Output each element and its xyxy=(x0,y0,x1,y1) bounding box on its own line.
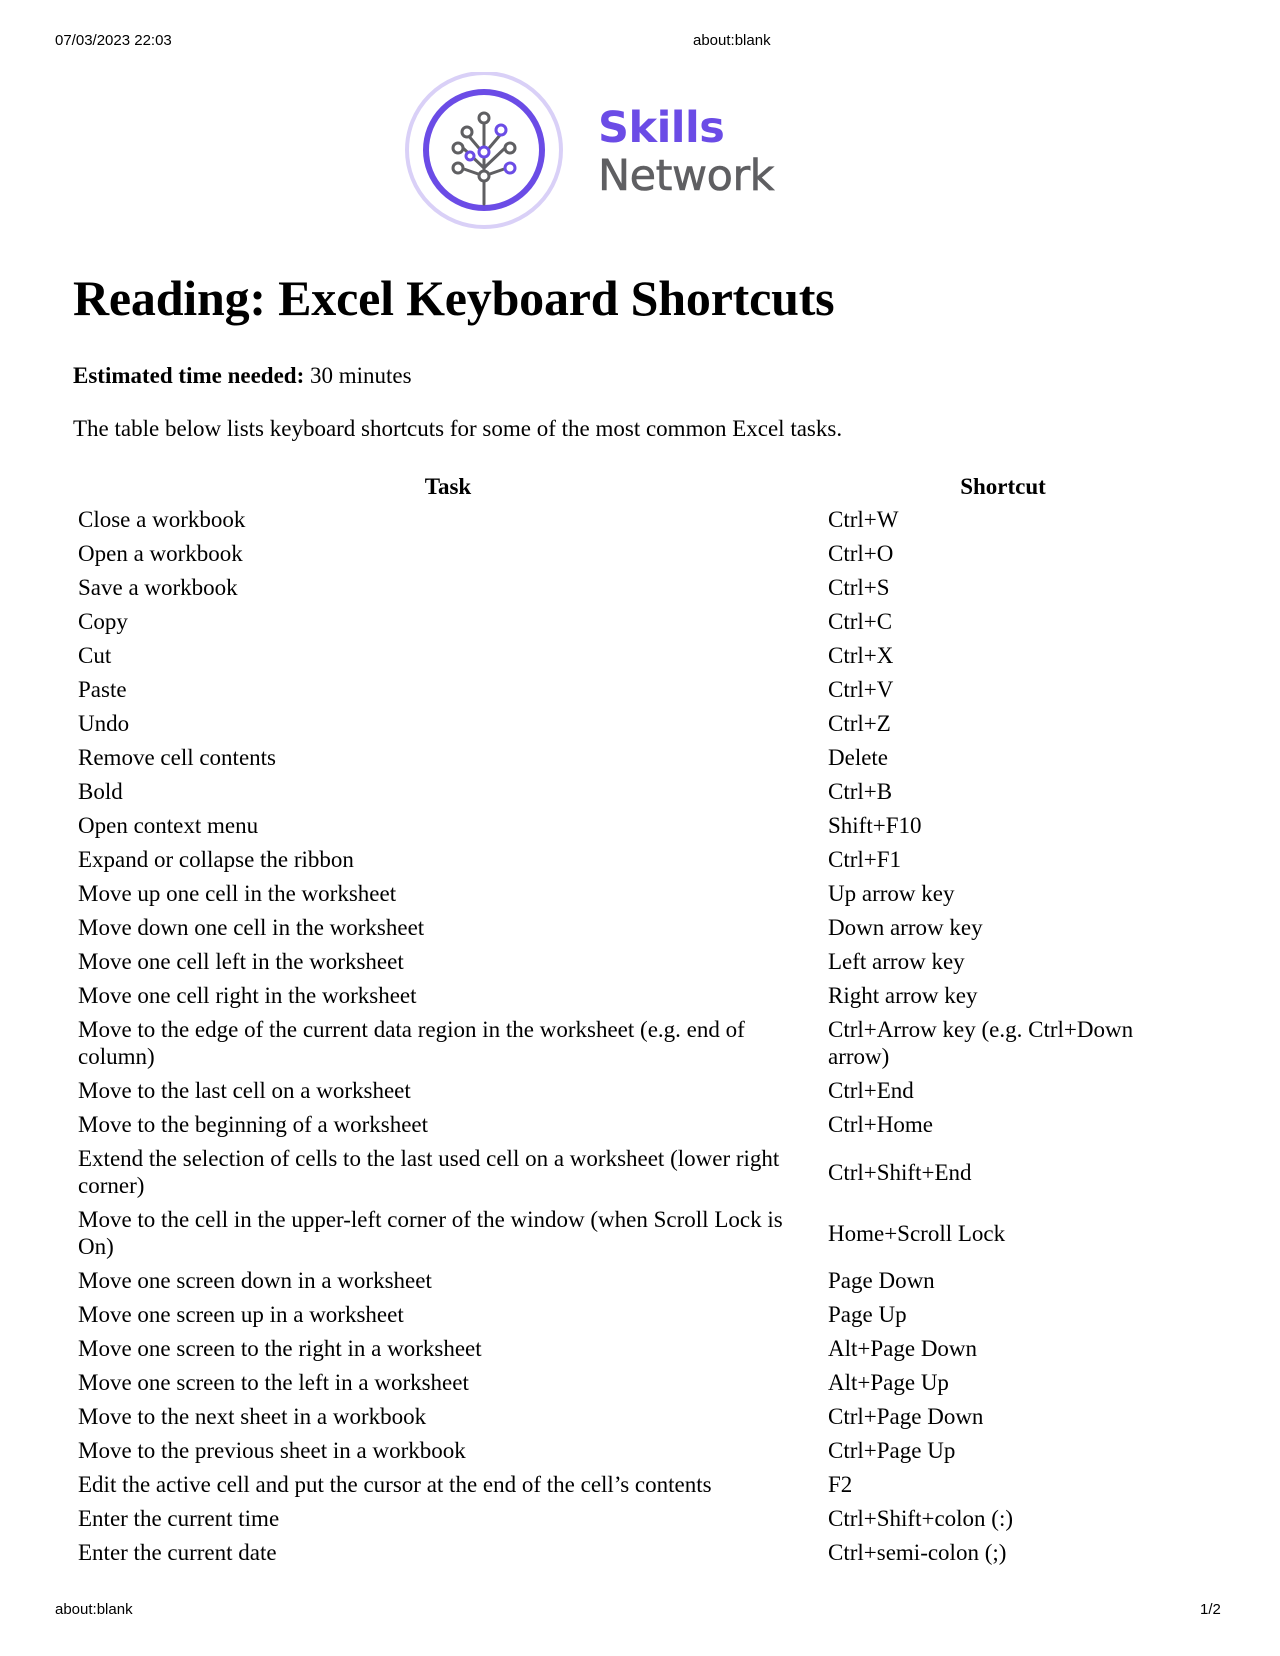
task-cell: Move one screen up in a worksheet xyxy=(78,1302,404,1327)
shortcut-cell: Ctrl+V xyxy=(828,677,894,702)
estimated-time-label: Estimated time needed: xyxy=(73,363,305,388)
table-row xyxy=(73,1434,1183,1468)
table-row xyxy=(73,809,1183,843)
task-cell: Move to the cell in the upper-left corner of the window (when Scroll Lock is On) xyxy=(78,1207,783,1259)
table-row xyxy=(73,877,1183,911)
shortcut-cell: Ctrl+Arrow key (e.g. Ctrl+Down arrow) xyxy=(828,1017,1134,1069)
task-cell: Copy xyxy=(78,609,128,634)
shortcut-cell: Ctrl+Shift+colon (:) xyxy=(828,1506,1014,1531)
shortcut-cell: Page Down xyxy=(828,1268,935,1293)
shortcut-cell: Ctrl+End xyxy=(828,1078,914,1103)
shortcut-cell: Ctrl+Home xyxy=(828,1112,933,1137)
task-cell: Edit the active cell and put the cursor at the end of the cell’s contents xyxy=(78,1472,712,1497)
task-cell: Move one cell left in the worksheet xyxy=(78,949,404,974)
task-cell: Save a workbook xyxy=(78,575,238,600)
shortcut-cell: Home+Scroll Lock xyxy=(828,1220,1006,1246)
shortcut-cell: Up arrow key xyxy=(828,881,955,906)
shortcut-cell: Shift+F10 xyxy=(828,813,922,838)
table-row xyxy=(73,1298,1183,1332)
task-cell: Move one screen down in a worksheet xyxy=(78,1268,432,1293)
task-cell: Close a workbook xyxy=(78,507,246,532)
table-header-row xyxy=(73,471,1183,503)
task-cell: Bold xyxy=(78,779,123,804)
table-row xyxy=(73,1013,1183,1074)
task-cell: Open context menu xyxy=(78,813,259,838)
page-number: 1/2 xyxy=(1200,1601,1221,1618)
page-title: Reading: Excel Keyboard Shortcuts xyxy=(73,270,835,326)
shortcut-cell: Ctrl+B xyxy=(828,779,893,804)
table-row xyxy=(73,1536,1183,1570)
shortcut-cell: Ctrl+O xyxy=(828,541,894,566)
table-row xyxy=(73,741,1183,775)
shortcut-cell: Ctrl+Page Down xyxy=(828,1404,984,1429)
shortcut-cell: Ctrl+W xyxy=(828,507,899,532)
task-cell: Move one cell right in the worksheet xyxy=(78,983,417,1008)
table-row xyxy=(73,537,1183,571)
shortcuts-table xyxy=(73,471,1183,1570)
table-row xyxy=(73,911,1183,945)
estimated-time xyxy=(73,362,412,390)
shortcut-cell: Ctrl+Shift+End xyxy=(828,1159,972,1185)
task-cell: Move to the edge of the current data region in the worksheet (e.g. end of column) xyxy=(78,1017,745,1069)
logo-network-text: Network xyxy=(598,151,775,201)
shortcut-cell: Left arrow key xyxy=(828,949,965,974)
task-cell: Open a workbook xyxy=(78,541,243,566)
table-row xyxy=(73,707,1183,741)
table-row xyxy=(73,1074,1183,1108)
print-header xyxy=(0,32,1280,52)
table-row xyxy=(73,503,1183,537)
shortcut-cell: Delete xyxy=(828,745,889,770)
table-row xyxy=(73,1108,1183,1142)
task-cell: Move to the previous sheet in a workbook xyxy=(78,1438,466,1463)
table-row xyxy=(73,1264,1183,1298)
task-cell: Move one screen to the left in a worksheet xyxy=(78,1370,469,1395)
table-row xyxy=(73,1502,1183,1536)
table-row xyxy=(73,945,1183,979)
tree-network-icon xyxy=(405,72,575,242)
task-cell: Extend the selection of cells to the last used cell on a worksheet (lower right corner) xyxy=(78,1146,780,1198)
shortcut-cell: Alt+Page Up xyxy=(828,1370,949,1395)
shortcut-cell: Page Up xyxy=(828,1302,907,1327)
task-cell: Remove cell contents xyxy=(78,745,276,770)
shortcut-cell: Ctrl+semi-colon (;) xyxy=(828,1540,1007,1565)
task-cell: Paste xyxy=(78,677,127,702)
task-column-header: Task xyxy=(424,474,472,499)
task-cell: Enter the current time xyxy=(78,1506,280,1531)
table-row xyxy=(73,843,1183,877)
table-row xyxy=(73,673,1183,707)
shortcut-cell: Ctrl+F1 xyxy=(828,847,902,872)
table-row xyxy=(73,639,1183,673)
table-row xyxy=(73,775,1183,809)
footer-url: about:blank xyxy=(55,1601,133,1618)
shortcut-cell: Ctrl+X xyxy=(828,643,894,668)
shortcut-cell: Ctrl+S xyxy=(828,575,890,600)
shortcut-column-header: Shortcut xyxy=(960,474,1046,499)
shortcut-cell: Ctrl+C xyxy=(828,609,893,634)
print-url: about:blank xyxy=(693,32,771,49)
intro-paragraph: The table below lists keyboard shortcuts for some of the most common Excel tasks. xyxy=(73,416,843,441)
shortcut-cell: Right arrow key xyxy=(828,983,978,1008)
task-cell: Move to the next sheet in a workbook xyxy=(78,1404,427,1429)
task-cell: Move to the beginning of a worksheet xyxy=(78,1112,429,1137)
table-row xyxy=(73,979,1183,1013)
task-cell: Enter the current date xyxy=(78,1540,277,1565)
skills-network-logo xyxy=(405,72,805,242)
table-row xyxy=(73,1203,1183,1264)
shortcut-cell: F2 xyxy=(828,1472,853,1497)
shortcut-cell: Ctrl+Page Up xyxy=(828,1438,956,1463)
table-row xyxy=(73,1468,1183,1502)
table-row xyxy=(73,1332,1183,1366)
print-datetime: 07/03/2023 22:03 xyxy=(55,32,172,49)
shortcut-cell: Down arrow key xyxy=(828,915,983,940)
shortcut-cell: Alt+Page Down xyxy=(828,1336,978,1361)
logo-wordmark xyxy=(598,104,774,200)
estimated-time-value: 30 minutes xyxy=(310,363,412,388)
task-cell: Move to the last cell on a worksheet xyxy=(78,1078,411,1103)
task-cell: Move one screen to the right in a worksheet xyxy=(78,1336,482,1361)
table-body xyxy=(73,503,1183,1570)
table-row xyxy=(73,1142,1183,1203)
shortcut-cell: Ctrl+Z xyxy=(828,711,891,736)
table-row xyxy=(73,1366,1183,1400)
table-row xyxy=(73,571,1183,605)
logo-skills-text: Skills xyxy=(598,103,725,153)
task-cell: Move up one cell in the worksheet xyxy=(78,881,397,906)
task-cell: Move down one cell in the worksheet xyxy=(78,915,425,940)
task-cell: Undo xyxy=(78,711,130,736)
table-row xyxy=(73,1400,1183,1434)
task-cell: Cut xyxy=(78,643,112,668)
table-row xyxy=(73,605,1183,639)
print-footer xyxy=(0,1601,1280,1621)
task-cell: Expand or collapse the ribbon xyxy=(78,847,354,872)
